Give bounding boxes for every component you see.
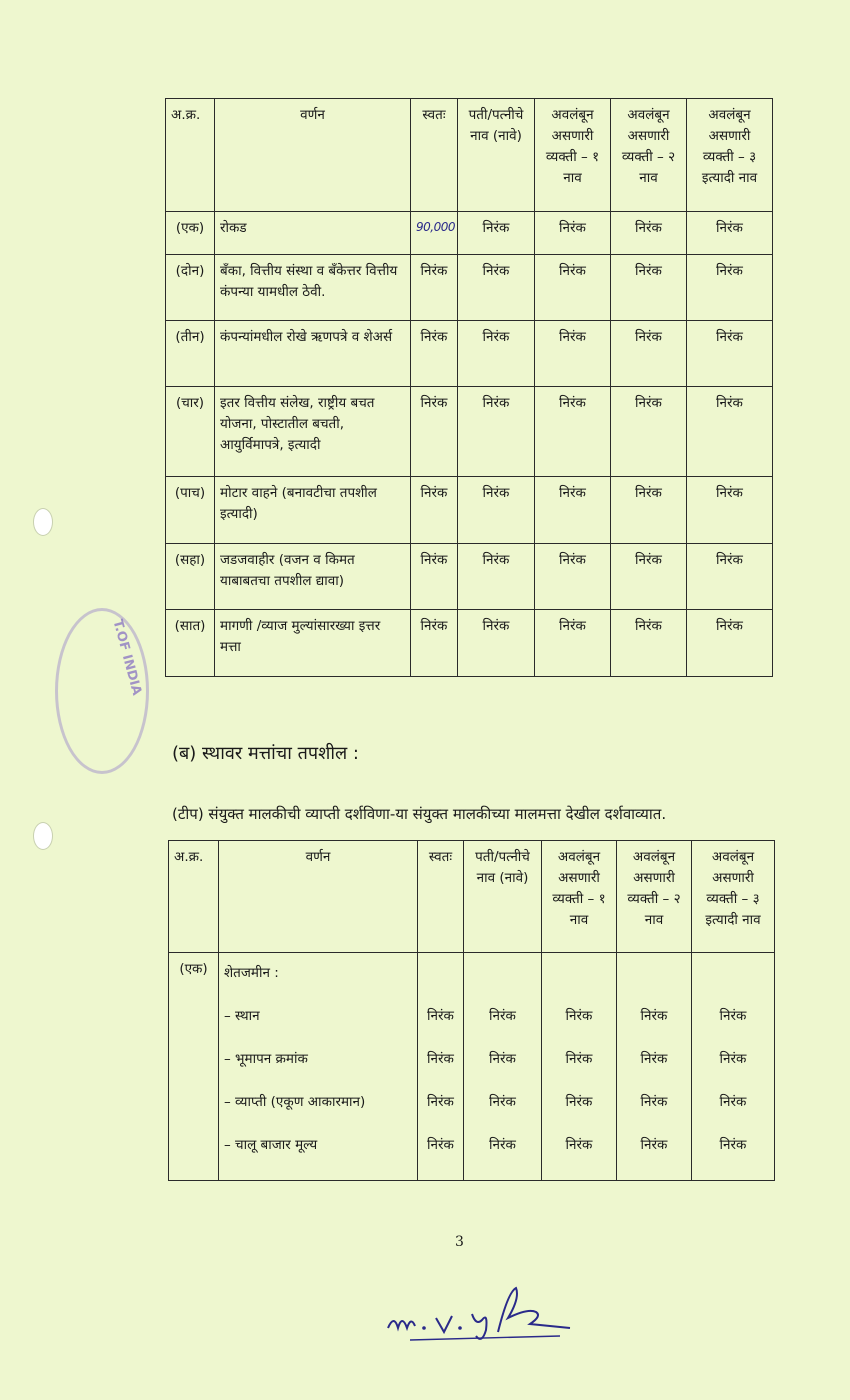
cell-dependent-2: निरंक xyxy=(611,212,687,255)
cell-self: निरंक xyxy=(411,387,458,477)
row-number: (एक) xyxy=(166,212,215,255)
row-description: रोकड xyxy=(215,212,411,255)
cell-spouse: निरंक xyxy=(458,387,535,477)
cell-spouse: निरंक xyxy=(489,1051,516,1067)
cell-dependent-1: निरंक xyxy=(565,1051,593,1067)
header-dependent-1: अवलंबून असणारी व्यक्ती – १ नाव xyxy=(535,99,611,212)
cell-dependent-2: निरंक xyxy=(640,1094,668,1110)
cell-dependent-3: निरंक xyxy=(719,1137,747,1153)
header-dependent-3: अवलंबून असणारी व्यक्ती – ३ इत्यादी नाव xyxy=(687,99,773,212)
cell-dependent-3: निरंक xyxy=(687,212,773,255)
cell-self: निरंक xyxy=(411,321,458,387)
land-item-label: – व्याप्ती (एकूण आकारमान) xyxy=(224,1094,366,1110)
cell-dependent-2: निरंक xyxy=(640,1137,668,1153)
signature-image xyxy=(380,1280,580,1350)
cell-spouse: निरंक xyxy=(458,544,535,610)
cell-dependent-3: निरंक xyxy=(687,255,773,321)
cell-spouse: निरंक xyxy=(458,610,535,677)
table-row xyxy=(166,610,773,677)
column-dependent-3 xyxy=(692,953,775,1181)
header-dependent-2: अवलंबून असणारी व्यक्ती – २ नाव xyxy=(617,841,692,953)
cell-dependent-1: निरंक xyxy=(535,477,611,544)
row-number: (सात) xyxy=(166,610,215,677)
column-spouse xyxy=(464,953,542,1181)
cell-spouse: निरंक xyxy=(458,255,535,321)
cell-dependent-3: निरंक xyxy=(687,477,773,544)
cell-spouse: निरंक xyxy=(458,321,535,387)
cell-spouse: निरंक xyxy=(489,1008,516,1024)
cell-self: निरंक xyxy=(411,544,458,610)
row-description: मागणी /व्याज मुल्यांसारख्या इत्तर मत्ता xyxy=(215,610,411,677)
header-self: स्वतः xyxy=(418,841,464,953)
table-row xyxy=(166,387,773,477)
section-note: (टीप) संयुक्त मालकीची व्याप्ती दर्शविणा-या संयुक्त मालकीच्या मालमत्ता देखील दर्शवाव्यात. xyxy=(172,805,667,823)
cell-self: निरंक xyxy=(427,1051,454,1067)
cell-dependent-3: निरंक xyxy=(719,1094,747,1110)
header-dependent-1: अवलंबून असणारी व्यक्ती – १ नाव xyxy=(542,841,617,953)
table-row xyxy=(166,255,773,321)
land-title: शेतजमीन : xyxy=(224,965,279,981)
cell-dependent-2: निरंक xyxy=(611,387,687,477)
cell-dependent-1: निरंक xyxy=(535,387,611,477)
table-row xyxy=(166,544,773,610)
cell-spouse: निरंक xyxy=(489,1094,516,1110)
cell-spouse: निरंक xyxy=(489,1137,516,1153)
header-self: स्वतः xyxy=(411,99,458,212)
land-item-label: – भूमापन क्रमांक xyxy=(224,1051,308,1067)
cell-spouse: निरंक xyxy=(458,477,535,544)
header-description: वर्णन xyxy=(219,841,418,953)
cell-spouse: निरंक xyxy=(458,212,535,255)
cell-dependent-3: निरंक xyxy=(687,610,773,677)
table-header-row xyxy=(169,841,775,953)
cell-dependent-1: निरंक xyxy=(565,1008,593,1024)
row-number: (सहा) xyxy=(166,544,215,610)
movable-assets-table xyxy=(165,98,773,677)
row-description: मोटार वाहने (बनावटीचा तपशील इत्यादी) xyxy=(215,477,411,544)
header-dependent-3: अवलंबून असणारी व्यक्ती – ३ इत्यादी नाव xyxy=(692,841,775,953)
header-serial: अ.क्र. xyxy=(166,99,215,212)
column-dependent-2 xyxy=(617,953,692,1181)
land-item-label: – स्थान xyxy=(224,1008,260,1024)
section-heading: (ब) स्थावर मत्तांचा तपशील : xyxy=(172,743,359,764)
cell-dependent-2: निरंक xyxy=(611,610,687,677)
cell-self: निरंक xyxy=(427,1008,454,1024)
cell-dependent-2: निरंक xyxy=(611,321,687,387)
cell-dependent-1: निरंक xyxy=(565,1094,593,1110)
cell-dependent-2: निरंक xyxy=(611,255,687,321)
cell-dependent-1: निरंक xyxy=(565,1137,593,1153)
punch-hole xyxy=(33,822,53,850)
row-number: (चार) xyxy=(166,387,215,477)
cell-self: निरंक xyxy=(427,1137,454,1153)
header-serial: अ.क्र. xyxy=(169,841,219,953)
cell-dependent-1: निरंक xyxy=(535,544,611,610)
cell-dependent-1: निरंक xyxy=(535,212,611,255)
cell-dependent-1: निरंक xyxy=(535,610,611,677)
header-dependent-2: अवलंबून असणारी व्यक्ती – २ नाव xyxy=(611,99,687,212)
cell-dependent-3: निरंक xyxy=(687,387,773,477)
cell-dependent-3: निरंक xyxy=(687,544,773,610)
table-row xyxy=(166,477,773,544)
cell-dependent-2: निरंक xyxy=(640,1008,668,1024)
row-description: कंपन्यांमधील रोखे ऋणपत्रे व शेअर्स xyxy=(215,321,411,387)
column-self xyxy=(418,953,464,1181)
cell-dependent-2: निरंक xyxy=(640,1051,668,1067)
row-description: बँका, वित्तीय संस्था व बँकेत्तर वित्तीय कंपन्या यामधील ठेवी. xyxy=(215,255,411,321)
cell-self: निरंक xyxy=(411,477,458,544)
cell-dependent-1: निरंक xyxy=(535,321,611,387)
cell-dependent-3: निरंक xyxy=(719,1051,747,1067)
punch-hole xyxy=(33,508,53,536)
cell-dependent-1: निरंक xyxy=(535,255,611,321)
cell-self: निरंक xyxy=(427,1094,454,1110)
row-number: (एक) xyxy=(169,953,219,1181)
header-spouse: पती/पत्नीचे नाव (नावे) xyxy=(464,841,542,953)
page-number: 3 xyxy=(455,1234,464,1250)
cell-dependent-3: निरंक xyxy=(687,321,773,387)
row-number: (दोन) xyxy=(166,255,215,321)
cell-self: 90,000 xyxy=(411,212,458,255)
table-row xyxy=(169,953,775,1181)
cell-self: निरंक xyxy=(411,255,458,321)
row-description xyxy=(219,953,418,1181)
cell-dependent-2: निरंक xyxy=(611,477,687,544)
cell-dependent-2: निरंक xyxy=(611,544,687,610)
table-header-row xyxy=(166,99,773,212)
row-description: इतर वित्तीय संलेख, राष्ट्रीय बचत योजना, पोस्टातील बचती, आयुर्विमापत्रे, इत्यादी xyxy=(215,387,411,477)
table-row xyxy=(166,321,773,387)
immovable-assets-table xyxy=(168,840,775,1181)
row-number: (पाच) xyxy=(166,477,215,544)
table-row xyxy=(166,212,773,255)
row-description: जडजवाहीर (वजन व किमत याबाबतचा तपशील द्यावा) xyxy=(215,544,411,610)
column-dependent-1 xyxy=(542,953,617,1181)
row-number: (तीन) xyxy=(166,321,215,387)
cell-self: निरंक xyxy=(411,610,458,677)
stamp-text: T.OF INDIA xyxy=(109,618,145,697)
cell-dependent-3: निरंक xyxy=(719,1008,747,1024)
land-item-label: – चालू बाजार मूल्य xyxy=(224,1137,318,1153)
header-spouse: पती/पत्नीचे नाव (नावे) xyxy=(458,99,535,212)
header-description: वर्णन xyxy=(215,99,411,212)
